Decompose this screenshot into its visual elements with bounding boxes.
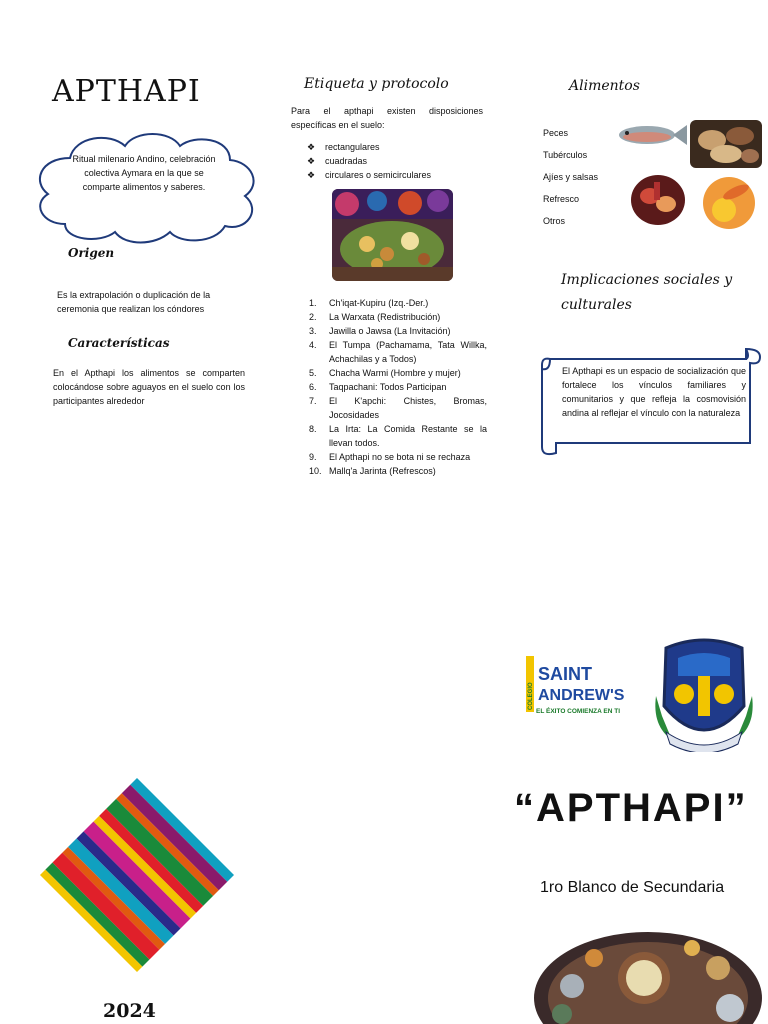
- list-item: ❖ cuadradas: [307, 156, 368, 166]
- grade-label: 1ro Blanco de Secundaria: [540, 879, 725, 896]
- list-item: Ajíes y salsas: [543, 172, 599, 182]
- tubers-image: [690, 120, 762, 168]
- main-title: APTHAPI: [52, 74, 201, 109]
- implications-heading: Implicaciones sociales y culturales: [561, 272, 733, 313]
- list-item: 5. Chacha Warmi (Hombre y mujer): [309, 368, 461, 378]
- logo-slogan: EL ÉXITO COMIENZA EN TI: [536, 708, 621, 715]
- intro-text: Ritual milenario Andino, celebración colectiva Aymara en la que se comparte alimentos y saberes.: [72, 154, 216, 192]
- list-item: 10. Mallq'a Jarinta (Refrescos): [309, 466, 436, 476]
- refresco-image: [702, 176, 756, 230]
- year-label: 2024: [103, 1000, 156, 1022]
- fish-image: [615, 120, 687, 150]
- list-item: 8. La Irta: La Comida Restante se la llevan todos.: [309, 424, 487, 448]
- diamond-bullet-icon: ❖: [307, 142, 316, 152]
- chili-sauce-image: [630, 174, 686, 226]
- diamond-bullet-icon: ❖: [307, 156, 316, 166]
- list-item: Tubérculos: [543, 150, 588, 160]
- characteristics-text: En el Apthapi los alimentos se comparten colocándose sobre aguayos en el suelo con los participantes alrededor: [53, 368, 245, 406]
- list-item: Peces: [543, 128, 569, 138]
- list-item: 2. La Warxata (Redistribución): [309, 312, 441, 322]
- food-heading: Alimentos: [569, 78, 640, 94]
- list-item: 7. El K'apchi: Chistes, Bromas, Jocosidades: [309, 396, 487, 420]
- logo-colegio: COLEGIO: [528, 682, 534, 710]
- protocol-steps: [309, 296, 487, 478]
- logo-saint: SAINT: [538, 664, 592, 684]
- list-item: Refresco: [543, 194, 580, 204]
- food-list: [543, 128, 598, 238]
- list-item: 1. Ch'iqat-Kupiru (Izq.-Der.): [309, 298, 429, 308]
- etiquette-heading: Etiqueta y protocolo: [304, 76, 449, 92]
- school-crest: [652, 636, 756, 752]
- list-item: 3. Jawilla o Jawsa (La Invitación): [309, 326, 451, 336]
- logo-andrews: ANDREW'S: [538, 687, 625, 704]
- school-logo: [524, 652, 634, 718]
- aguayo-textile: [40, 778, 234, 972]
- implications-text: El Apthapi es un espacio de socialización que fortalece los vínculos familiares y comunitarios y que refleja la cosmovisión andina al reflejar el vínculo con la naturaleza: [562, 366, 746, 418]
- cover-title: “APTHAPI”: [514, 786, 748, 830]
- apthapi-table-photo: [532, 928, 764, 1024]
- diamond-bullet-icon: ❖: [307, 170, 316, 180]
- arrangement-list: [307, 140, 431, 182]
- characteristics-heading: Características: [68, 336, 170, 350]
- etiquette-intro: Para el apthapi existen disposiciones específicas en el suelo:: [291, 106, 483, 130]
- list-item: 9. El Apthapi no se bota ni se rechaza: [309, 452, 471, 462]
- list-item: Otros: [543, 216, 566, 226]
- apthapi-photo: [332, 189, 453, 281]
- list-item: 6. Taqpachani: Todos Participan: [309, 382, 447, 392]
- list-item: 4. El Tumpa (Pachamama, Tata Willka, Achachilas y a Todos): [309, 340, 487, 364]
- list-item: ❖ circulares o semicirculares: [307, 170, 432, 180]
- origin-heading: Origen: [68, 246, 115, 260]
- origin-text: Es la extrapolación o duplicación de la ceremonia que realizan los cóndores: [57, 290, 211, 314]
- list-item: ❖ rectangulares: [307, 142, 380, 152]
